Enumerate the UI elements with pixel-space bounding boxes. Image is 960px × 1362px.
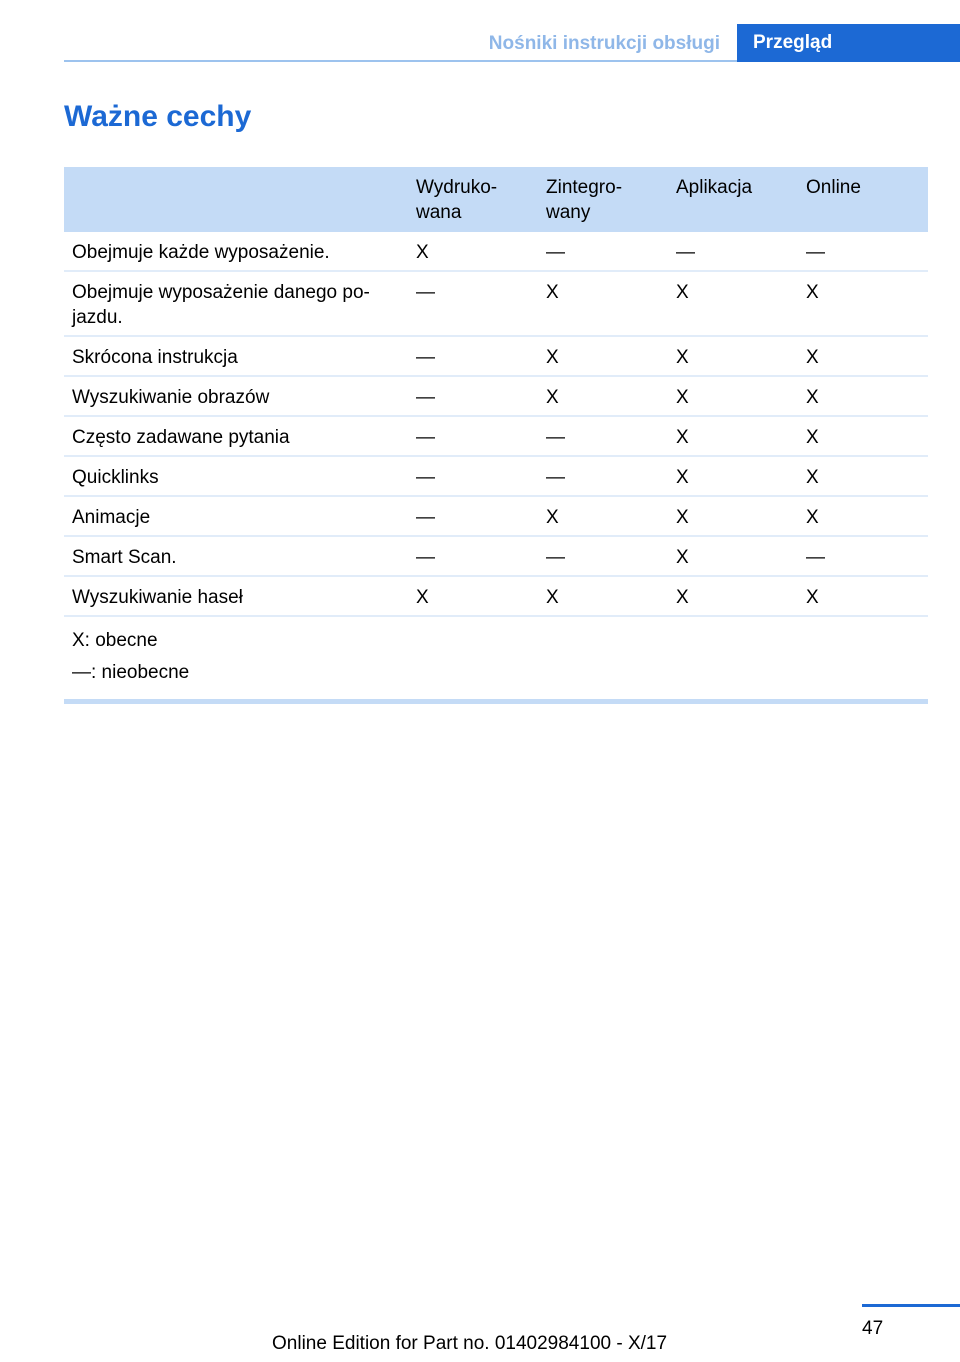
row-value: X bbox=[546, 587, 559, 608]
row-value: — bbox=[676, 242, 695, 263]
row-value: — bbox=[416, 387, 435, 408]
page-header bbox=[0, 0, 960, 62]
page-number: 47 bbox=[862, 1318, 884, 1339]
header-online: Online bbox=[806, 177, 861, 198]
header-cell-integrated bbox=[538, 167, 668, 232]
note-present: X: obecne bbox=[72, 630, 158, 651]
row-value: X bbox=[676, 347, 689, 368]
breadcrumb: Nośniki instrukcji obsługi bbox=[488, 33, 720, 54]
row-value: X bbox=[416, 242, 429, 263]
row-value: X bbox=[676, 507, 689, 528]
table-row bbox=[64, 577, 928, 617]
header-app: Aplikacja bbox=[676, 177, 753, 198]
header-cell-printed bbox=[408, 167, 538, 232]
row-value: X bbox=[546, 507, 559, 528]
page-title: Ważne cechy bbox=[64, 100, 252, 133]
row-value: X bbox=[676, 387, 689, 408]
row-value: — bbox=[416, 347, 435, 368]
row-value: — bbox=[546, 547, 565, 568]
row-value: X bbox=[806, 587, 819, 608]
row-value: X bbox=[676, 467, 689, 488]
row-label: Obejmuje każde wyposażenie. bbox=[72, 242, 330, 263]
table-row bbox=[64, 537, 928, 577]
header-cell-online bbox=[798, 167, 928, 232]
row-value: — bbox=[806, 547, 825, 568]
row-value: — bbox=[546, 427, 565, 448]
row-value: X bbox=[806, 427, 819, 448]
header-integrated-line-1: Zintegro- wany bbox=[546, 177, 623, 223]
row-value: X bbox=[546, 347, 559, 368]
row-value: — bbox=[416, 282, 435, 303]
header-rule bbox=[64, 60, 737, 62]
section-tab: Przegląd bbox=[737, 24, 960, 62]
row-value: — bbox=[416, 547, 435, 568]
features-table bbox=[64, 167, 928, 704]
footer-edition: Online Edition for Part no. 01402984100 - X/17 bbox=[272, 1333, 668, 1354]
header-cell-app bbox=[668, 167, 798, 232]
row-label: Wyszukiwanie obrazów bbox=[72, 387, 270, 408]
table-body bbox=[64, 232, 928, 617]
table-row bbox=[64, 417, 928, 457]
table-bottom-bar bbox=[64, 699, 928, 704]
row-value: X bbox=[806, 507, 819, 528]
header-cell bbox=[64, 167, 408, 232]
table-row bbox=[64, 497, 928, 537]
table-notes bbox=[64, 617, 928, 699]
row-label: Obejmuje wyposażenie danego po- jazdu. bbox=[72, 282, 370, 328]
table-header bbox=[64, 167, 928, 232]
row-label: Wyszukiwanie haseł bbox=[72, 587, 243, 608]
row-value: — bbox=[416, 427, 435, 448]
table-row bbox=[64, 377, 928, 417]
row-value: — bbox=[416, 467, 435, 488]
row-label: Często zadawane pytania bbox=[72, 427, 290, 448]
page-number-rule bbox=[862, 1304, 960, 1307]
row-value: X bbox=[546, 282, 559, 303]
row-label: Smart Scan. bbox=[72, 547, 177, 568]
table-row bbox=[64, 457, 928, 497]
row-value: X bbox=[806, 347, 819, 368]
row-label: Quicklinks bbox=[72, 467, 159, 488]
row-value: X bbox=[676, 587, 689, 608]
table-row bbox=[64, 232, 928, 272]
row-label: Animacje bbox=[72, 507, 151, 528]
row-value: — bbox=[546, 467, 565, 488]
row-value: — bbox=[806, 242, 825, 263]
row-label: Skrócona instrukcja bbox=[72, 347, 238, 368]
note-absent: —: nieobecne bbox=[72, 662, 190, 683]
row-value: — bbox=[546, 242, 565, 263]
header-printed-line-1: Wydruko- wana bbox=[416, 177, 498, 223]
row-value: X bbox=[806, 387, 819, 408]
row-value: X bbox=[676, 427, 689, 448]
table-row bbox=[64, 272, 928, 337]
row-value: X bbox=[806, 282, 819, 303]
row-value: — bbox=[416, 507, 435, 528]
table-row bbox=[64, 337, 928, 377]
row-value: X bbox=[416, 587, 429, 608]
row-value: X bbox=[806, 467, 819, 488]
row-value: X bbox=[546, 387, 559, 408]
row-value: X bbox=[676, 282, 689, 303]
row-value: X bbox=[676, 547, 689, 568]
